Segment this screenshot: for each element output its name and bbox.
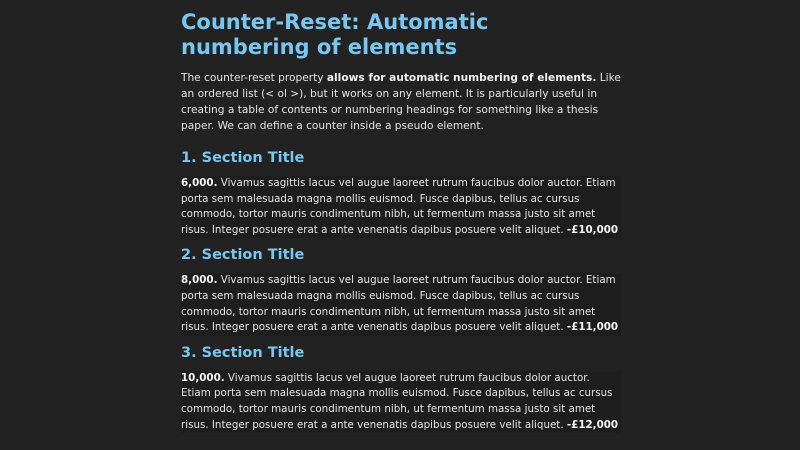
section-3 xyxy=(181,343,621,433)
section-lead-number: 8,000. xyxy=(181,274,218,287)
section-price: -£10,000 xyxy=(566,223,619,236)
section-title: 3. Section Title xyxy=(181,344,305,361)
section-title: 2. Section Title xyxy=(181,247,305,264)
section-body-text: Vivamus sagittis lacus vel augue laoreet rutrum faucibus dolor auctor. Etiam porta sem malesuada magna mollis euismod. Fusce dapibus, tellus ac cursus commodo, tortor mauris condimentum nibh, ut fermentum massa justo sit amet risus. Integer posuere erat a ante venenatis dapibus posuere velit aliquet. xyxy=(181,371,613,431)
section-body-text: Vivamus sagittis lacus vel augue laoreet rutrum faucibus dolor auctor. Etiam porta sem malesuada magna mollis euismod. Fusce dapibus, tellus ac cursus commodo, tortor mauris condimentum nibh, ut fermentum massa justo sit amet risus. Integer posuere erat a ante venenatis dapibus posuere velit aliquet. xyxy=(181,177,616,236)
section-title: 1. Section Title xyxy=(181,150,305,166)
section-price: -£12,000 xyxy=(566,418,619,431)
section-body xyxy=(181,176,621,238)
section-lead-number: 6,000. xyxy=(181,177,218,189)
section-1 xyxy=(181,148,621,238)
page-title: Counter-Reset: Automatic numbering of elements xyxy=(181,10,489,59)
content-container xyxy=(181,10,621,440)
section-body xyxy=(181,273,621,335)
intro-text-start: The counter-reset property xyxy=(181,72,327,84)
section-lead-number: 10,000. xyxy=(181,371,225,384)
section-body xyxy=(181,371,621,433)
section-2 xyxy=(181,245,621,335)
intro-bold-text: allows for automatic numbering of elements. xyxy=(326,72,597,84)
section-price: -£11,000 xyxy=(566,321,619,334)
section-body-text: Vivamus sagittis lacus vel augue laoreet rutrum faucibus dolor auctor. Etiam porta sem malesuada magna mollis euismod. Fusce dapibus, tellus ac cursus commodo, tortor mauris condimentum nibh, ut fermentum massa justo sit amet risus. Integer posuere erat a ante venenatis dapibus posuere velit aliquet. xyxy=(181,274,616,334)
intro-paragraph xyxy=(181,70,621,134)
intro-text-end: Like an ordered list (< ol >), but it works on any element. It is particularly useful in creating a table of contents or numbering headings for something like a thesis paper. We can define a counter inside a pseudo element. xyxy=(181,72,621,132)
